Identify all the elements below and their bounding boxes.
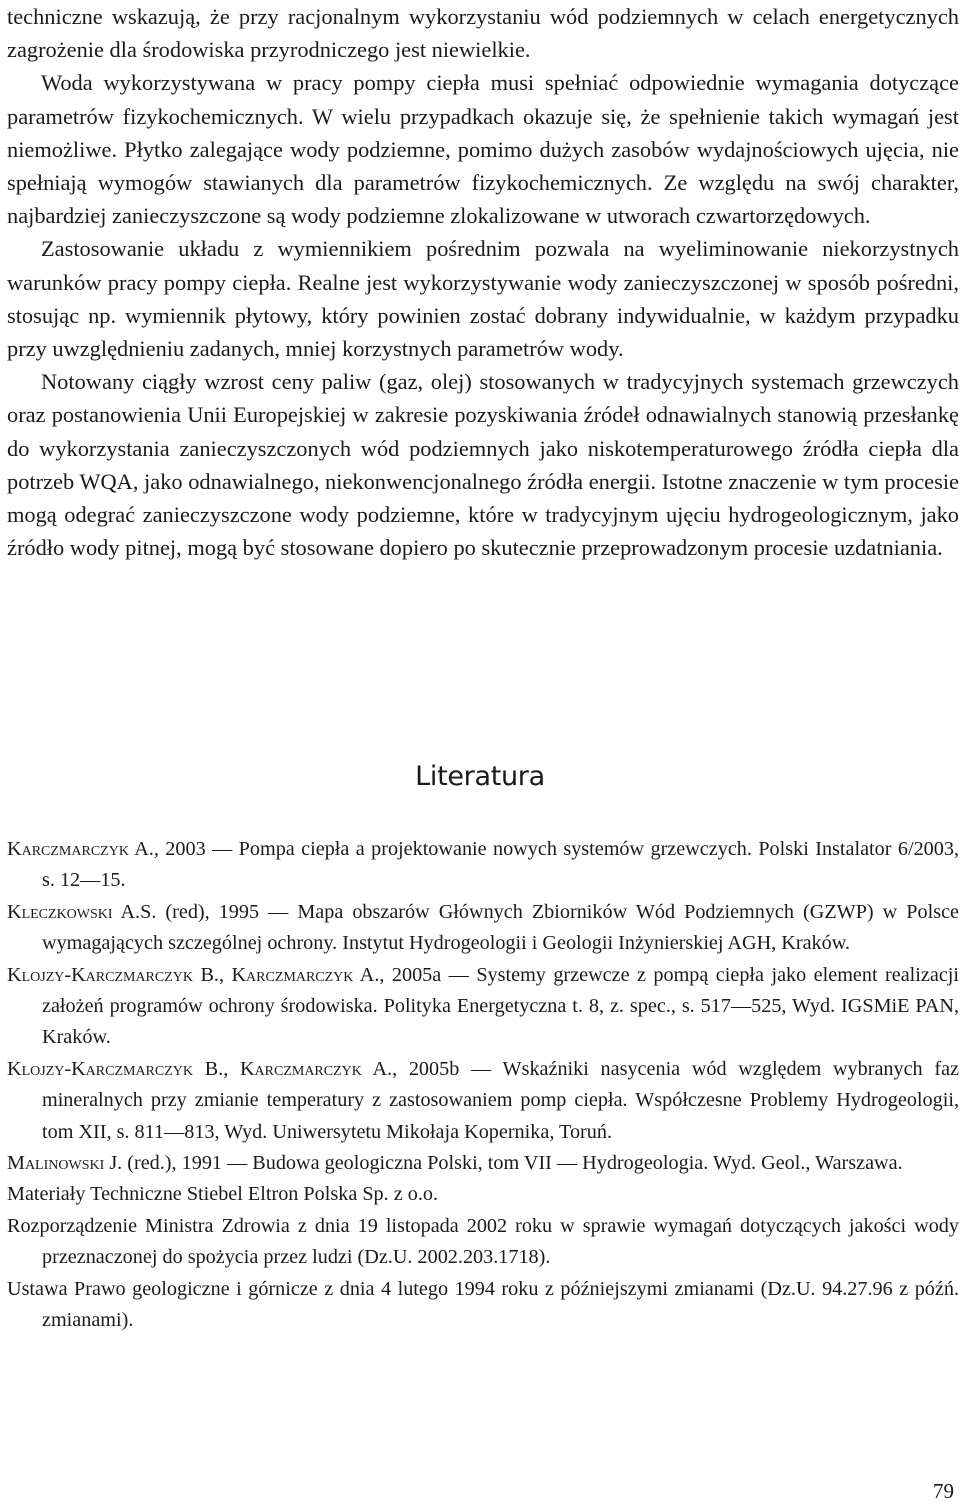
- references-heading: Literatura: [415, 761, 545, 792]
- reference-details: Materiały Techniczne Stiebel Eltron Polska Sp. z o.o.: [7, 1183, 439, 1206]
- paragraph-1: techniczne wskazują, że przy racjonalnym wykorzystaniu wód podziemnych w celach energetycznych zagrożenie dla środowiska przyrodniczego jest niewielkie.: [7, 4, 959, 63]
- paragraph-2: Woda wykorzystywana w pracy pompy ciepła musi spełniać odpowiednie wymagania dotyczące parametrów fizykochemicznych. W wielu przypadkach okazuje się, że spełnienie takich wymagań jest niemożliwe. Płytko zalegające wody podziemne, pomimo dużych zasobów wydajnościowych ujęcia, nie spełniają wymogów stawianych dla parametrów fizykochemicznych. Ze względu na swój charakter, najbardziej zanieczyszczone są wody podziemne zlokalizowane w utworach czwartorzędowych.: [7, 70, 959, 229]
- reference-details: , 2005b — Wskaźniki nasycenia wód względem wybranych faz mineralnych przy zmianie temperatury z zastosowaniem pomp ciepła. Współczesne Problemy Hydrogeologii, tom XII, s. 811—813, Wyd. Uniwersytetu Mikołaja Kopernika, Toruń.: [42, 1057, 959, 1143]
- reference-item: [7, 1211, 959, 1274]
- reference-authors: Kleczkowski A.S.: [7, 900, 157, 923]
- reference-item: [7, 897, 959, 960]
- reference-item: [7, 1179, 959, 1210]
- page-number: 79: [933, 1479, 954, 1503]
- reference-item: [7, 1054, 959, 1148]
- reference-item: [7, 834, 959, 897]
- reference-details: Ustawa Prawo geologiczne i górnicze z dnia 4 lutego 1994 roku z późniejszymi zmianami (Dz.U. 94.27.96 z późń. zmianami).: [7, 1277, 959, 1332]
- reference-authors: Karczmarczyk A.: [7, 838, 154, 860]
- reference-details: , 2003 — Pompa ciepła a projektowanie nowych systemów grzewczych. Polski Instalator 6/2003, s. 12—15.: [42, 838, 959, 892]
- reference-authors: Klojzy-Karczmarczyk B., Karczmarczyk A.: [7, 1057, 393, 1080]
- reference-authors: Klojzy-Karczmarczyk B., Karczmarczyk A.: [7, 963, 380, 986]
- reference-details: , 2005a — Systemy grzewcze z pompą ciepła jako element realizacji założeń programów ochrony środowiska. Polityka Energetyczna t. 8, z. spec., s. 517—525, Wyd. IGSMiE PAN, Kraków.: [42, 963, 959, 1049]
- reference-item: [7, 960, 959, 1054]
- reference-details: Rozporządzenie Ministra Zdrowia z dnia 19 listopada 2002 roku w sprawie wymagań dotyczących jakości wody przeznaczonej do spożycia przez ludzi (Dz.U. 2002.203.1718).: [7, 1214, 959, 1269]
- reference-details: (red), 1995 — Mapa obszarów Głównych Zbiorników Wód Podziemnych (GZWP) w Polsce wymagających szczególnej ochrony. Instytut Hydrogeologii i Geologii Inżynierskiej AGH, Kraków.: [42, 900, 959, 955]
- reference-item: [7, 1148, 959, 1179]
- reference-list: [7, 834, 959, 1337]
- paragraph-4: Notowany ciągły wzrost ceny paliw (gaz, olej) stosowanych w tradycyjnych systemach grzewczych oraz postanowienia Unii Europejskiej w zakresie pozyskiwania źródeł odnawialnych stanowią przesłankę do wykorzystania zanieczyszczonych wód podziemnych jako niskotemperaturowego źródła ciepła dla potrzeb WQA, jako odnawialnego, niekonwencjonalnego źródła energii. Istotne znaczenie w tym procesie mogą odegrać zanieczyszczone wody podziemne, które w tradycyjnym ujęciu hydrogeologicznym, jako źródło wody pitnej, mogą być stosowane dopiero po skutecznie przeprowadzonym procesie uzdatniania.: [7, 369, 959, 561]
- body-text: [7, 0, 959, 564]
- reference-authors: Malinowski J.: [7, 1152, 123, 1175]
- paragraph-3: Zastosowanie układu z wymiennikiem pośrednim pozwala na wyeliminowanie niekorzystnych warunków pracy pompy ciepła. Realne jest wykorzystywanie wody zanieczyszczonej w sposób pośredni, stosując np. wymiennik płytowy, który powinien zostać dobrany indywidualnie, w każdym przypadku przy uwzględnieniu zadanych, mniej korzystnych parametrów wody.: [7, 236, 959, 362]
- reference-item: [7, 1274, 959, 1337]
- reference-details: (red.), 1991 — Budowa geologiczna Polski, tom VII — Hydrogeologia. Wyd. Geol., Warszawa.: [122, 1152, 903, 1175]
